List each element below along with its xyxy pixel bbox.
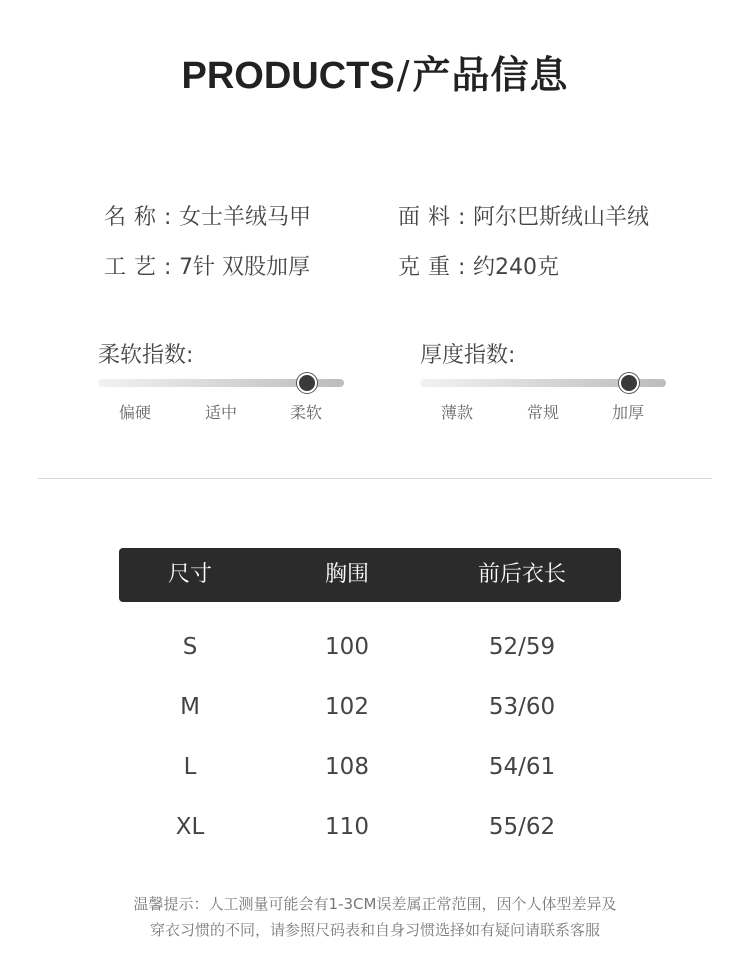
title-cn: 产品信息 [412, 53, 569, 97]
thickness-tick-regular: 常规 [526, 403, 559, 422]
header-size: 尺寸 [167, 562, 212, 587]
info-weight-value: 约240克 [473, 255, 559, 280]
page-title [0, 44, 750, 99]
info-weight-key: 克重: [398, 255, 474, 280]
table-row [0, 627, 750, 667]
header-length: 前后衣长 [477, 562, 566, 587]
reminder-note [0, 891, 750, 943]
info-craft-key: 工艺: [104, 255, 180, 280]
info-fabric-key: 面料: [398, 205, 474, 230]
cell-size: L [183, 754, 197, 780]
cell-chest: 108 [325, 754, 369, 780]
cell-size: XL [175, 814, 205, 840]
info-craft [104, 250, 310, 281]
table-row [0, 687, 750, 727]
softness-knob [297, 373, 317, 393]
reminder-line-1: 温馨提示：人工测量可能会有1-3CM误差属正常范围，因个人体型差异及 [133, 895, 617, 913]
header-chest: 胸围 [324, 562, 369, 587]
cell-size: S [182, 634, 198, 660]
cell-length: 54/61 [488, 754, 556, 780]
softness-tick-medium: 适中 [204, 403, 237, 422]
thickness-tick-thin: 薄款 [440, 403, 473, 422]
softness-tick-soft: 柔软 [289, 403, 322, 422]
info-name-value: 女士羊绒马甲 [179, 205, 312, 230]
reminder-line-2: 穿衣习惯的不同，请参照尺码表和自身习惯选择如有疑问请联系客服 [149, 921, 600, 939]
thickness-tick-thick: 加厚 [611, 403, 644, 422]
thickness-knob [619, 373, 639, 393]
cell-length: 52/59 [488, 634, 556, 660]
cell-size: M [180, 694, 200, 720]
table-row [0, 807, 750, 847]
cell-length: 55/62 [488, 814, 556, 840]
table-row [0, 747, 750, 787]
title-separator: / [396, 53, 411, 97]
title-en: PRODUCTS [181, 55, 395, 97]
cell-chest: 102 [325, 694, 369, 720]
cell-length: 53/60 [488, 694, 556, 720]
softness-label: 柔软指数: [98, 343, 194, 368]
thickness-label: 厚度指数: [420, 343, 516, 368]
size-table-header [119, 548, 621, 602]
info-fabric-value: 阿尔巴斯绒山羊绒 [473, 205, 650, 230]
info-weight [398, 250, 559, 281]
cell-chest: 110 [325, 814, 369, 840]
info-name-key: 名称: [104, 205, 180, 230]
softness-track [98, 379, 344, 387]
info-fabric [398, 200, 649, 231]
thickness-track [420, 379, 666, 387]
info-craft-value: 7针 双股加厚 [179, 255, 310, 280]
cell-chest: 100 [325, 634, 369, 660]
section-divider [38, 478, 712, 479]
info-name [104, 200, 311, 231]
softness-tick-hard: 偏硬 [118, 403, 151, 422]
